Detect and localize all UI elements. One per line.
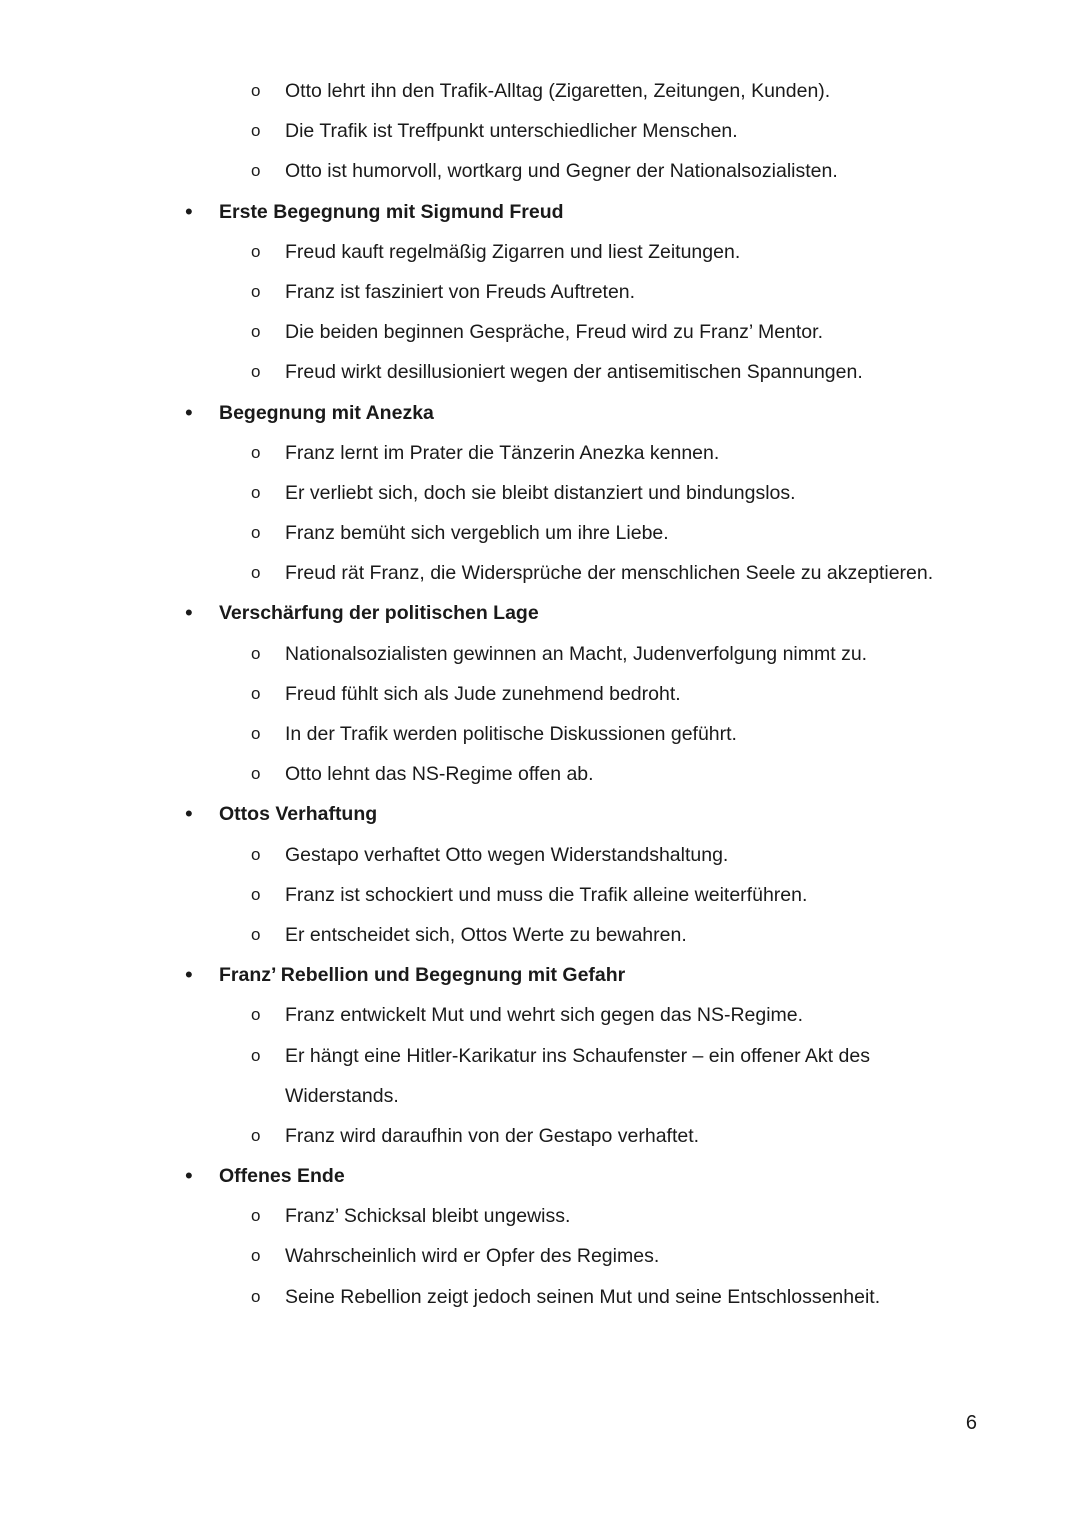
list-item-text: Er hängt eine Hitler-Karikatur ins Schaufenster – ein offener Akt des [285, 1044, 870, 1067]
list-item [0, 714, 1080, 754]
list-item [0, 875, 1080, 915]
list-item [0, 71, 1080, 111]
bullet-icon: • [185, 198, 193, 224]
list-item-text: Freud rät Franz, die Widersprüche der menschlichen Seele zu akzeptieren. [285, 562, 934, 585]
list-item-text: In der Trafik werden politische Diskussionen geführt. [285, 723, 737, 745]
circle-bullet-icon: o [251, 1286, 261, 1306]
list-item [0, 634, 1080, 674]
list-item-text: Seine Rebellion zeigt jedoch seinen Mut und seine Entschlossenheit. [285, 1285, 881, 1308]
list-item [0, 111, 1080, 151]
circle-bullet-icon: o [251, 724, 261, 743]
section-heading-item [0, 393, 1080, 433]
list-item-text: Widerstands. [285, 1084, 399, 1107]
section-heading-item [0, 192, 1080, 232]
circle-bullet-icon: o [251, 884, 261, 904]
circle-bullet-icon: o [251, 121, 261, 141]
list-item [0, 1236, 1080, 1276]
list-item-text: Otto ist humorvoll, wortkarg und Gegner der Nationalsozialisten. [285, 160, 838, 183]
section-heading: Erste Begegnung mit Sigmund Freud [219, 200, 564, 223]
list-item [0, 1196, 1080, 1236]
list-item [0, 835, 1080, 875]
section-heading: Begegnung mit Anezka [219, 401, 434, 424]
section-heading: Verschärfung der politischen Lage [219, 602, 539, 625]
list-item [0, 754, 1080, 794]
list-item-text: Gestapo verhaftet Otto wegen Widerstandshaltung. [285, 843, 729, 866]
list-item [0, 433, 1080, 473]
list-item [0, 553, 1080, 593]
bullet-icon: • [185, 801, 193, 827]
list-item-text: Franz bemüht sich vergeblich um ihre Liebe. [285, 522, 669, 545]
list-item [0, 1116, 1080, 1156]
circle-bullet-icon: o [251, 1206, 261, 1226]
list-item [0, 352, 1080, 392]
list-item [0, 1277, 1080, 1317]
list-item-text: Franz’ Schicksal bleibt ungewiss. [285, 1205, 571, 1228]
list-item-text: Franz entwickelt Mut und wehrt sich gegen das NS-Regime. [285, 1004, 804, 1027]
section-heading-item [0, 955, 1080, 995]
section-heading-item [0, 1156, 1080, 1196]
list-item-text: Die Trafik ist Treffpunkt unterschiedlicher Menschen. [285, 120, 738, 143]
list-item-text: Freud wirkt desillusioniert wegen der antisemitischen Spannungen. [285, 361, 863, 384]
list-item [0, 312, 1080, 352]
list-item-text: Franz ist schockiert und muss die Trafik alleine weiterführen. [285, 883, 808, 906]
list-item [0, 473, 1080, 513]
list-item-text: Freud kauft regelmäßig Zigarren und liest Zeitungen. [285, 240, 741, 263]
section-heading-item [0, 593, 1080, 633]
list-item-text: Er verliebt sich, doch sie bleibt distanziert und bindungslos. [285, 481, 796, 504]
circle-bullet-icon: o [251, 482, 261, 502]
circle-bullet-icon: o [251, 281, 261, 301]
circle-bullet-icon: o [251, 161, 261, 181]
list-item-text: Franz lernt im Prater die Tänzerin Anezka kennen. [285, 441, 720, 464]
circle-bullet-icon: o [251, 764, 261, 784]
list-item-text: Freud fühlt sich als Jude zunehmend bedroht. [285, 682, 681, 705]
circle-bullet-icon: o [251, 924, 261, 944]
circle-bullet-icon: o [251, 844, 261, 864]
list-item-text: Er entscheidet sich, Ottos Werte zu bewahren. [285, 923, 687, 946]
circle-bullet-icon: o [251, 1005, 261, 1025]
circle-bullet-icon: o [251, 81, 261, 100]
summary-outline [0, 71, 1080, 1317]
list-item-text: Otto lehnt das NS-Regime offen ab. [285, 763, 594, 786]
circle-bullet-icon: o [251, 322, 261, 342]
list-item [0, 1036, 1080, 1076]
list-item [0, 915, 1080, 955]
circle-bullet-icon: o [251, 563, 261, 583]
list-item [0, 513, 1080, 553]
list-item [0, 995, 1080, 1035]
list-item-text: Die beiden beginnen Gespräche, Freud wird zu Franz’ Mentor. [285, 321, 823, 344]
list-item-text: Otto lehrt ihn den Trafik-Alltag (Zigaretten, Zeitungen, Kunden). [285, 80, 831, 102]
section-heading: Ottos Verhaftung [219, 803, 378, 826]
section-heading: Offenes Ende [219, 1165, 345, 1188]
list-item-continuation [0, 1076, 1080, 1116]
list-item-text: Nationalsozialisten gewinnen an Macht, Judenverfolgung nimmt zu. [285, 642, 868, 665]
list-item [0, 272, 1080, 312]
circle-bullet-icon: o [251, 683, 261, 703]
circle-bullet-icon: o [251, 442, 261, 462]
list-item [0, 151, 1080, 191]
list-item [0, 674, 1080, 714]
circle-bullet-icon: o [251, 1045, 261, 1065]
circle-bullet-icon: o [251, 1125, 261, 1145]
list-item-text: Franz ist fasziniert von Freuds Auftreten. [285, 280, 636, 303]
section-heading: Franz’ Rebellion und Begegnung mit Gefahr [219, 964, 626, 987]
bullet-icon: • [185, 962, 193, 988]
circle-bullet-icon: o [251, 1246, 261, 1266]
page-number: 6 [965, 1412, 977, 1434]
bullet-icon: • [185, 1163, 193, 1189]
list-item [0, 232, 1080, 272]
circle-bullet-icon: o [251, 362, 261, 382]
list-item-text: Franz wird daraufhin von der Gestapo verhaftet. [285, 1124, 700, 1147]
list-item-text: Wahrscheinlich wird er Opfer des Regimes. [285, 1245, 660, 1268]
section-heading-item [0, 794, 1080, 834]
bullet-icon: • [185, 600, 193, 626]
circle-bullet-icon: o [251, 523, 261, 543]
circle-bullet-icon: o [251, 241, 261, 261]
circle-bullet-icon: o [251, 643, 261, 663]
bullet-icon: • [185, 399, 193, 425]
